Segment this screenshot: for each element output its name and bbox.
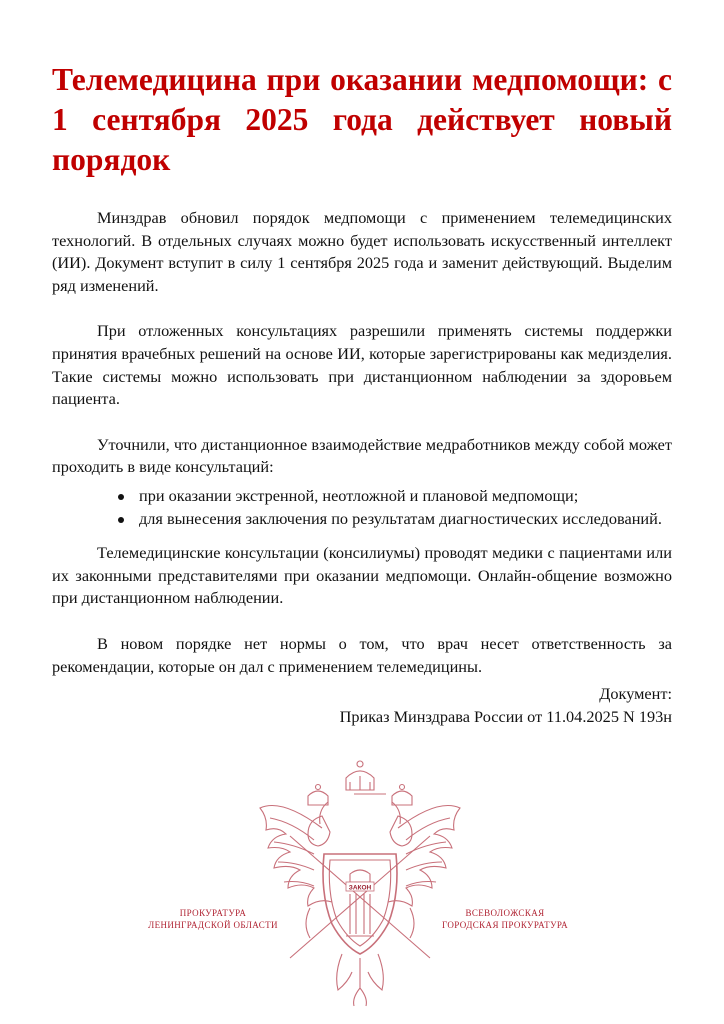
org-line: ГОРОДСКАЯ ПРОКУРАТУРА <box>441 920 569 930</box>
document-title: Телемедицина при оказании медпомощи: с 1 сентября 2025 года действует новый порядок <box>52 62 672 177</box>
bullet-icon <box>118 517 124 523</box>
list-item <box>52 485 672 508</box>
prosecutor-emblem-icon <box>250 758 470 1008</box>
paragraph: Телемедицинские консультации (консилиумы) проводят медики с пациентами или их законными представителями при оказании медпомощи. Онлайн-общение возможно при дистанционном наблюдении. <box>52 543 672 608</box>
prosecutor-office-right <box>425 907 585 931</box>
list-item <box>52 508 672 531</box>
list-item-text: при оказании экстренной, неотложной и плановой медпомощи; <box>139 485 579 505</box>
org-line: ПРОКУРАТУРА <box>179 908 247 918</box>
prosecutor-office-left <box>138 907 288 931</box>
paragraph: Уточнили, что дистанционное взаимодействие медработников между собой может проходить в виде консультаций: <box>52 434 672 477</box>
document-reference-value: Приказ Минздрава России от 11.04.2025 N 193н <box>339 706 672 726</box>
paragraph: При отложенных консультациях разрешили применять системы поддержки принятия врачебных решений на основе ИИ, которые зарегистрированы как медизделия. Такие системы можно использовать при дистанционном наблюдении за здоровьем пациента. <box>52 321 672 409</box>
org-line: ВСЕВОЛОЖСКАЯ <box>465 908 545 918</box>
document-reference-label: Документ: <box>599 684 672 704</box>
document-reference <box>52 683 672 728</box>
document-body <box>52 207 672 728</box>
shield-label: ЗАКОН <box>348 884 372 892</box>
crown-icon <box>346 761 386 794</box>
list-item-text: для вынесения заключения по результатам диагностических исследований. <box>139 508 662 528</box>
bullet-icon <box>118 494 124 500</box>
paragraph: Минздрав обновил порядок медпомощи с применением телемедицинских технологий. В отдельных случаях можно будет использовать искусственный интеллект (ИИ). Документ вступит в силу 1 сентября 2025 года и заменит действующий. Выделим ряд изменений. <box>52 208 672 295</box>
org-line: ЛЕНИНГРАДСКОЙ ОБЛАСТИ <box>148 920 278 930</box>
paragraph: В новом порядке нет нормы о том, что врач несет ответственность за рекомендации, которые он дал с применением телемедицины. <box>52 633 672 676</box>
bullet-list <box>52 485 672 530</box>
